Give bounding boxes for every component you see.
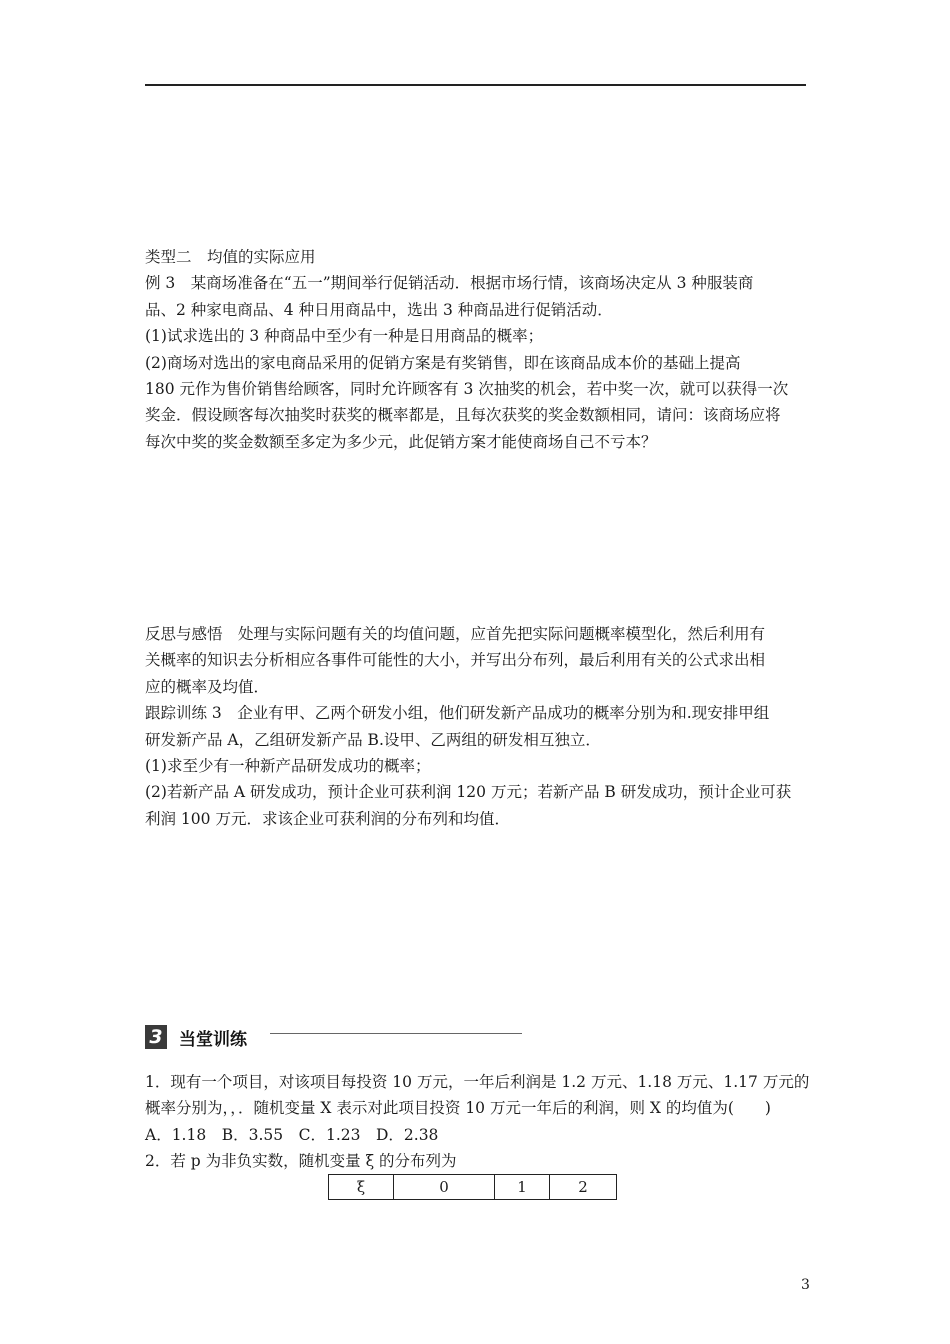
page-number: 3 <box>801 1277 810 1293</box>
reflection-block <box>145 621 809 832</box>
example-line: 例 3 某商场准备在“五一”期间举行促销活动．根据市场行情，该商场决定从 3 种服装商 <box>145 274 754 293</box>
table-cell: 1 <box>495 1175 550 1200</box>
example-line: 每次中奖的奖金数额至多定为多少元，此促销方案才能使商场自己不亏本？ <box>145 432 657 451</box>
section2-block <box>145 244 809 455</box>
reflection-line: 关概率的知识去分析相应各事件可能性的大小，并写出分布列，最后利用有关的公式求出相 <box>145 651 766 670</box>
example-line: 奖金．假设顾客每次抽奖时获奖的概率都是，且每次获奖的奖金数额相同，请问：该商场应将 <box>145 406 781 425</box>
example-line: (1)试求选出的 3 种商品中至少有一种是日用商品的概率； <box>145 327 544 346</box>
section-number-badge: 3 <box>145 1025 167 1049</box>
section3-heading <box>145 1025 247 1049</box>
exercise-line: 跟踪训练 3 企业有甲、乙两个研发小组，他们研发新产品成功的概率分别为和.现安排甲组 <box>145 704 770 723</box>
question-line: 2．若 p 为非负实数，随机变量 ξ 的分布列为 <box>145 1152 457 1171</box>
section-title: 类型二 均值的实际应用 <box>145 248 316 266</box>
question-line: 概率分别为，，．随机变量 X 表示对此项目投资 10 万元一年后的利润，则 X 的均值为( ) <box>145 1099 771 1118</box>
heading-rule <box>270 1033 522 1034</box>
distribution-table <box>328 1174 617 1200</box>
reflection-line: 应的概率及均值． <box>145 677 270 696</box>
table-cell: 0 <box>394 1175 495 1200</box>
top-rule <box>145 84 806 86</box>
exercise-line: 研发新产品 A，乙组研发新产品 B.设甲、乙两组的研发相互独立． <box>145 730 601 749</box>
exercise-line: (2)若新产品 A 研发成功，预计企业可获利润 120 万元；若新产品 B 研发成功，预计企业可获 <box>145 783 792 802</box>
table-cell: ξ <box>329 1175 394 1200</box>
answer-options: A．1.18 B．3.55 C．1.23 D．2.38 <box>145 1125 439 1144</box>
table-cell: 2 <box>550 1175 617 1200</box>
table-row <box>329 1175 617 1200</box>
example-line: 品、2 种家电商品、4 种日用商品中，选出 3 种商品进行促销活动． <box>145 300 613 319</box>
example-line: (2)商场对选出的家电商品采用的促销方案是有奖销售，即在该商品成本价的基础上提高 <box>145 353 741 372</box>
section-heading-title: 当堂训练 <box>179 1029 247 1050</box>
exercise-line: 利润 100 万元．求该企业可获利润的分布列和均值． <box>145 809 510 828</box>
example-line: 180 元作为售价销售给顾客，同时允许顾客有 3 次抽奖的机会，若中奖一次，就可以获得一次 <box>145 380 789 399</box>
reflection-line: 反思与感悟 处理与实际问题有关的均值问题，应首先把实际问题概率模型化，然后利用有 <box>145 625 766 643</box>
exercise-line: (1)求至少有一种新产品研发成功的概率； <box>145 757 431 776</box>
question-line: 1．现有一个项目，对该项目每投资 10 万元，一年后利润是 1.2 万元、1.18 万元、1.17 万元的 <box>145 1073 810 1091</box>
practice-block <box>145 1069 809 1175</box>
